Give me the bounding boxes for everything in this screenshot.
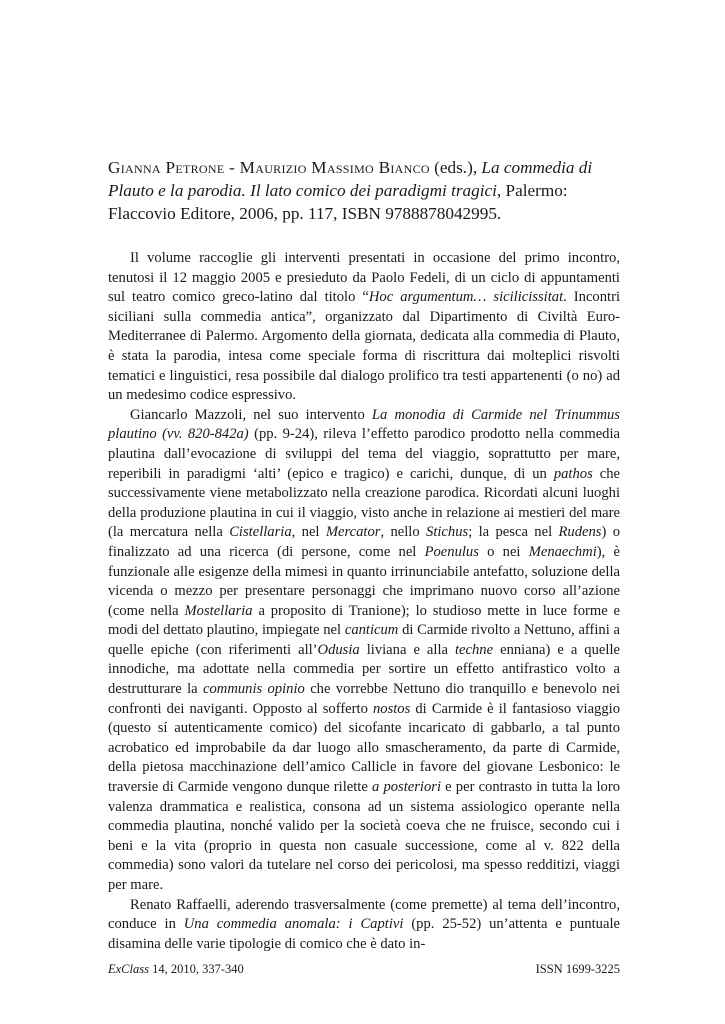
body-paragraph [108,896,620,955]
italic-text: Stichus [426,524,469,541]
italic-text: Hoc argumentum… sicilicissitat [368,289,564,306]
text-run: liviana e alla [359,641,455,658]
text-run: , nel [291,524,326,541]
italic-text: a posteriori [372,779,442,796]
text-run: e per contrasto in tutta la loro valenza drammatica e realistica, consona ad un sistema assiologico operante nella commedia plautina, nonché valido per la società coeva che ne fruisce, secondo cui i beni e la vita (proprio in questa non casuale successione, come al v. 822 della commedia) sono valori da tutelare nel corso dei pericolosi, ma spesso redditizi, viaggi per mare. [108,779,620,893]
text-run: che vorrebbe Nettuno dio tranquillo e benevolo nei confronti dei naviganti. Opposto al sofferto [108,681,621,717]
footer-issue: 14, 2010, 337-340 [148,962,244,976]
citation-eds: (eds.), [429,158,482,177]
text-run: (pp. 25-52) un’attenta e puntuale disamina delle varie tipologie di comico che è dato in- [108,916,620,952]
text-run: enniana) e a quelle innodiche, ma adottate nella commedia per sortire un effetto antifrastico volto a destrutturare la [108,641,620,698]
text-run: di Carmide è il fantasioso viaggio (questo sí autenticamente comico) del sicofante incaricato di gabbarlo, a tal punto acrobatico ed improbabile da dar luogo allo smascheramento, da parte di Carmide, della pietosa macchinazione dell’amico Callicle in favore del giovane Lesbonico: le traversie di Carmide vengono dunque rilette [108,700,620,796]
italic-text: Poenulus [424,543,479,560]
text-run: Il volume raccoglie gli interventi presentati in occasione del primo incontro, tenutosi il 12 maggio 2005 e presieduto da Paolo Fedeli, di un ciclo di appuntamenti sul teatro comico greco-latino dal titolo “ [108,250,620,306]
page-footer [108,962,620,977]
text-run: a proposito di Tranione); lo studioso mette in luce forme e modi del dettato plautino, impiegate nel [108,602,620,639]
italic-text: Mercator [325,524,381,541]
citation-details: , Palermo: Flaccovio Editore, 2006, pp. 117, ISBN 9788878042995. [108,181,568,223]
italic-text: La monodia di Carmide nel Trinummus plautino (vv. 820-842a) [108,406,620,443]
body-paragraph [108,249,620,406]
italic-text: Mostellaria [184,602,253,619]
text-run: di Carmide rivolto a Nettuno, affini a quelle epiche (con riferimenti all’ [108,622,621,658]
italic-text: pathos [553,465,593,482]
text-run: Giancarlo Mazzoli, nel suo intervento [130,406,372,423]
italic-text: communis opinio [203,681,305,698]
review-body [108,249,620,954]
text-run: (pp. 9-24), rileva l’effetto parodico prodotto nella commedia plautina dall’evocazione di sviluppi del tema del viaggio, soprattutto per mare, reperibili in paradigmi ‘alti’ (epico e tragico) e carichi, dunque, di un [108,426,621,482]
italic-text: nostos [372,700,411,717]
italic-text: Menaechmi [528,543,597,560]
italic-text: Odusia [317,641,360,658]
text-run: , nello [380,524,427,541]
italic-text: Rudens [558,524,602,541]
text-run: ) o finalizzato ad una ricerca (di persone, come nel [108,524,620,560]
italic-text: Una commedia anomala: i Captivi [183,916,404,933]
italic-text: Cistellaria [229,524,292,541]
text-run: ), è funzionale alle esigenze della mimesi in quanto irrinunciabile antefatto, soluzione della vicenda o mezzo per presentare personaggi che imprimano nuovo corso all’azione (come nella [108,543,620,619]
text-run: . Incontri siciliani sulla commedia antica”, organizzato dal Dipartimento di Civiltà Euro-Mediterranee di Palermo. Argomento della giornata, dedicata alla commedia di Plauto, è stata la parodia, intesa come speciale forma di riscrittura dai molteplici risvolti tematici e linguistici, resa possibile dal dialogo prolifico tra testi appartenenti (o no) ad un medesimo codice espressivo. [108,289,620,404]
footer-issn: ISSN 1699-3225 [535,962,620,976]
text-run: ; la pesca nel [468,524,559,541]
review-citation [108,156,620,225]
text-run: Renato Raffaelli, aderendo trasversalmente (come premette) al tema dell’incontro, conduce in [108,896,620,933]
text-run: o nei [478,543,529,560]
footer-journal: ExClass [108,962,149,976]
text-run: che successivamente viene metabolizzato nella creazione parodica. Ricordati alcuni luoghi della produzione plautina in cui il viaggio, visto anche in relazione ai mestieri del mare (la mercatura nella [108,465,620,541]
footer-reference [108,962,244,977]
italic-text: canticum [344,622,399,639]
citation-authors: Gianna Petrone - Maurizio Massimo Bianco [108,158,430,177]
citation-title: La commedia di Plauto e la parodia. Il lato comico dei paradigmi tragici [108,158,593,200]
italic-text: techne [455,641,494,658]
body-paragraph [108,406,620,896]
